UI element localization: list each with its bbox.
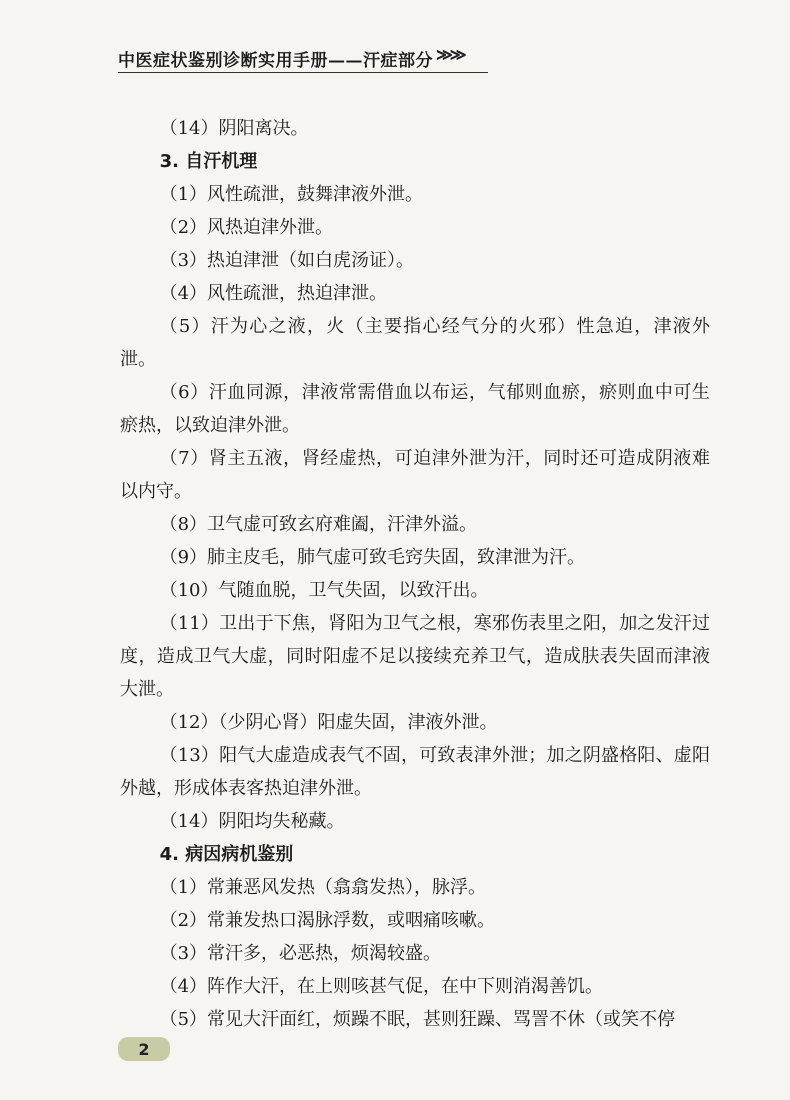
list-item: （4）风性疏泄，热迫津泄。 (159, 283, 388, 304)
list-item: （7）肾主五液，肾经虚热，可迫津外泄为汗，同时还可造成阴液难以内守。 (120, 448, 710, 502)
section-title: 病因病机鉴别 (185, 844, 294, 865)
running-header (118, 44, 490, 72)
list-item: （4）阵作大汗，在上则咳甚气促，在中下则消渴善饥。 (159, 976, 604, 997)
list-item: （3）热迫津泄（如白虎汤证）。 (159, 250, 415, 271)
list-item: （1）常兼恶风发热（翕翕发热），脉浮。 (159, 877, 487, 898)
list-item: （9）肺主皮毛，肺气虚可致毛窍失固，致津泄为汗。 (159, 547, 586, 568)
page-number-badge (118, 1037, 170, 1061)
header-rule (118, 72, 488, 73)
list-item: （10）气随血脱，卫气失固，以致汗出。 (159, 580, 489, 601)
section-number: 3. (159, 151, 179, 172)
list-item: （5）常见大汗面红，烦躁不眠，甚则狂躁、骂詈不休（或笑不停 (159, 1009, 676, 1030)
list-item: （2）常兼发热口渴脉浮数，或咽痛咳嗽。 (159, 910, 496, 931)
section-number: 4. (159, 844, 179, 865)
list-item: （5）汗为心之液，火（主要指心经气分的火邪）性急迫，津液外泄。 (120, 316, 710, 370)
page-body (120, 112, 710, 1036)
list-item: （11）卫出于下焦，肾阳为卫气之根，寒邪伤表里之阳，加之发汗过度，造成卫气大虚，同时阳虚不足以接续充养卫气，造成肤表失固而津液大泄。 (120, 613, 710, 700)
section-heading-3 (120, 145, 710, 178)
section-heading-4 (120, 838, 710, 871)
list-item: （13）阳气大虚造成表气不固，可致表津外泄；加之阴盛格阳、虚阳外越，形成体表客热迫津外泄。 (120, 745, 710, 799)
list-item: （12）（少阴心肾）阳虚失固，津液外泄。 (159, 712, 498, 733)
page-number: 2 (138, 1039, 150, 1059)
running-header-title: 中医症状鉴别诊断实用手册——汗症部分 (118, 51, 433, 71)
list-item: （8）卫气虚可致玄府难阖，汗津外溢。 (159, 514, 478, 535)
list-item: （14）阴阳均失秘藏。 (159, 811, 345, 832)
list-item: （6）汗血同源，津液常需借血以布运，气郁则血瘀，瘀则血中可生瘀热，以致迫津外泄。 (120, 382, 710, 436)
list-item: （2）风热迫津外泄。 (159, 217, 334, 238)
list-item: （1）风性疏泄，鼓舞津液外泄。 (159, 184, 424, 205)
double-chevron-right-icon: ≫≫ (436, 45, 464, 64)
list-item: （3）常汗多，必恶热，烦渴较盛。 (159, 943, 442, 964)
list-item: （14）阴阳离决。 (159, 118, 309, 139)
section-title: 自汗机理 (185, 151, 258, 172)
